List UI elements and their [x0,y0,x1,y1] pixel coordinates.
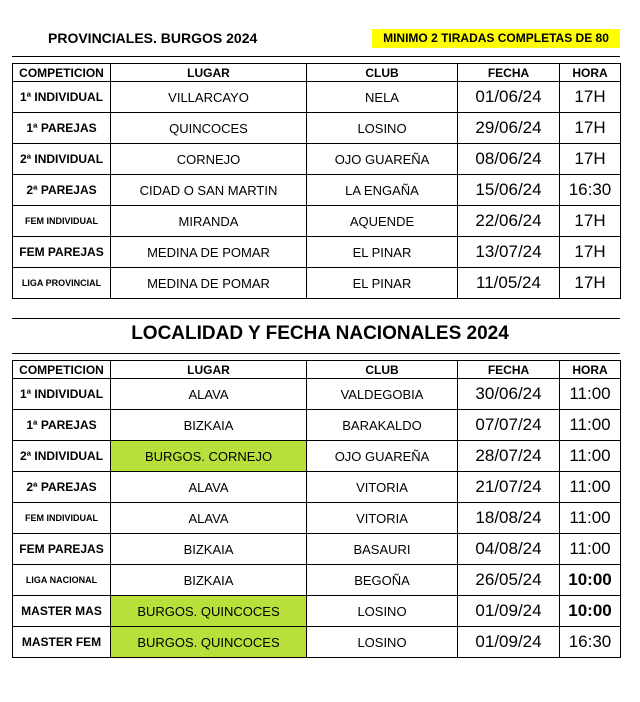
col-hora: HORA [560,361,621,379]
cell-lugar: MEDINA DE POMAR [111,268,307,299]
cell-club: BARAKALDO [307,410,458,441]
cell-lugar: BIZKAIA [111,565,307,596]
cell-competicion: 2ª PAREJAS [13,175,111,206]
cell-fecha: 30/06/24 [458,379,560,410]
cell-competicion: MASTER FEM [13,627,111,658]
cell-hora: 17H [560,113,621,144]
col-competicion: COMPETICION [13,64,111,82]
nacional-title: LOCALIDAD Y FECHA NACIONALES 2024 [131,323,509,344]
cell-lugar: BURGOS. QUINCOCES [111,596,307,627]
cell-fecha: 01/09/24 [458,627,560,658]
table-row [13,379,621,410]
cell-hora: 11:00 [560,410,621,441]
cell-competicion: FEM PAREJAS [13,237,111,268]
cell-lugar: VILLARCAYO [111,82,307,113]
cell-competicion: 2ª INDIVIDUAL [13,144,111,175]
cell-lugar: CIDAD O SAN MARTIN [111,175,307,206]
table-row [13,410,621,441]
cell-hora: 17H [560,268,621,299]
cell-fecha: 13/07/24 [458,237,560,268]
divider [12,56,620,57]
cell-fecha: 01/09/24 [458,596,560,627]
cell-lugar: BIZKAIA [111,534,307,565]
cell-competicion: LIGA PROVINCIAL [13,268,111,299]
cell-hora: 17H [560,144,621,175]
cell-club: LA ENGAÑA [307,175,458,206]
cell-club: VITORIA [307,472,458,503]
header-row [13,64,621,82]
cell-club: EL PINAR [307,237,458,268]
cell-competicion: FEM INDIVIDUAL [13,206,111,237]
cell-competicion: 2ª INDIVIDUAL [13,441,111,472]
table-row [13,627,621,658]
col-fecha: FECHA [458,361,560,379]
cell-club: AQUENDE [307,206,458,237]
cell-hora: 10:00 [560,565,621,596]
cell-club: BEGOÑA [307,565,458,596]
table-row [13,206,621,237]
cell-hora: 10:00 [560,596,621,627]
cell-fecha: 08/06/24 [458,144,560,175]
cell-competicion: 1ª PAREJAS [13,410,111,441]
cell-lugar: BIZKAIA [111,410,307,441]
table-row [13,472,621,503]
cell-lugar: QUINCOCES [111,113,307,144]
col-lugar: LUGAR [111,64,307,82]
cell-lugar: ALAVA [111,503,307,534]
cell-club: OJO GUAREÑA [307,441,458,472]
cell-fecha: 15/06/24 [458,175,560,206]
cell-competicion: LIGA NACIONAL [13,565,111,596]
col-club: CLUB [307,64,458,82]
col-fecha: FECHA [458,64,560,82]
cell-competicion: 2ª PAREJAS [13,472,111,503]
divider [12,353,620,354]
table-row [13,534,621,565]
cell-club: VITORIA [307,503,458,534]
cell-fecha: 26/05/24 [458,565,560,596]
table-row [13,565,621,596]
cell-hora: 17H [560,237,621,268]
nacional-table [12,360,621,658]
cell-fecha: 04/08/24 [458,534,560,565]
cell-competicion: FEM PAREJAS [13,534,111,565]
cell-hora: 17H [560,82,621,113]
cell-club: LOSINO [307,596,458,627]
cell-club: NELA [307,82,458,113]
cell-lugar: BURGOS. CORNEJO [111,441,307,472]
col-lugar: LUGAR [111,361,307,379]
table-row [13,237,621,268]
cell-fecha: 28/07/24 [458,441,560,472]
divider [12,318,620,319]
cell-competicion: FEM INDIVIDUAL [13,503,111,534]
cell-lugar: MEDINA DE POMAR [111,237,307,268]
cell-hora: 16:30 [560,175,621,206]
cell-club: BASAURI [307,534,458,565]
cell-club: VALDEGOBIA [307,379,458,410]
table-row [13,596,621,627]
cell-club: OJO GUAREÑA [307,144,458,175]
cell-hora: 11:00 [560,503,621,534]
table-row [13,144,621,175]
cell-fecha: 22/06/24 [458,206,560,237]
header-row [13,361,621,379]
cell-hora: 16:30 [560,627,621,658]
table-row [13,441,621,472]
cell-lugar: MIRANDA [111,206,307,237]
table-row [13,175,621,206]
cell-fecha: 18/08/24 [458,503,560,534]
table-row [13,82,621,113]
cell-fecha: 07/07/24 [458,410,560,441]
cell-competicion: 1ª INDIVIDUAL [13,82,111,113]
col-competicion: COMPETICION [13,361,111,379]
cell-lugar: BURGOS. QUINCOCES [111,627,307,658]
table-row [13,268,621,299]
cell-lugar: ALAVA [111,379,307,410]
cell-fecha: 01/06/24 [458,82,560,113]
table-row [13,503,621,534]
table-row [13,113,621,144]
provincial-title: PROVINCIALES. BURGOS 2024 [48,30,258,46]
cell-club: LOSINO [307,627,458,658]
cell-hora: 11:00 [560,441,621,472]
cell-lugar: ALAVA [111,472,307,503]
cell-fecha: 21/07/24 [458,472,560,503]
cell-lugar: CORNEJO [111,144,307,175]
col-hora: HORA [560,64,621,82]
cell-hora: 11:00 [560,379,621,410]
cell-fecha: 11/05/24 [458,268,560,299]
cell-competicion: 1ª INDIVIDUAL [13,379,111,410]
provincial-table [12,63,621,299]
cell-hora: 17H [560,206,621,237]
cell-competicion: 1ª PAREJAS [13,113,111,144]
cell-hora: 11:00 [560,534,621,565]
cell-club: LOSINO [307,113,458,144]
cell-hora: 11:00 [560,472,621,503]
minimum-note: MINIMO 2 TIRADAS COMPLETAS DE 80 [372,29,620,48]
cell-competicion: MASTER MAS [13,596,111,627]
col-club: CLUB [307,361,458,379]
cell-fecha: 29/06/24 [458,113,560,144]
cell-club: EL PINAR [307,268,458,299]
